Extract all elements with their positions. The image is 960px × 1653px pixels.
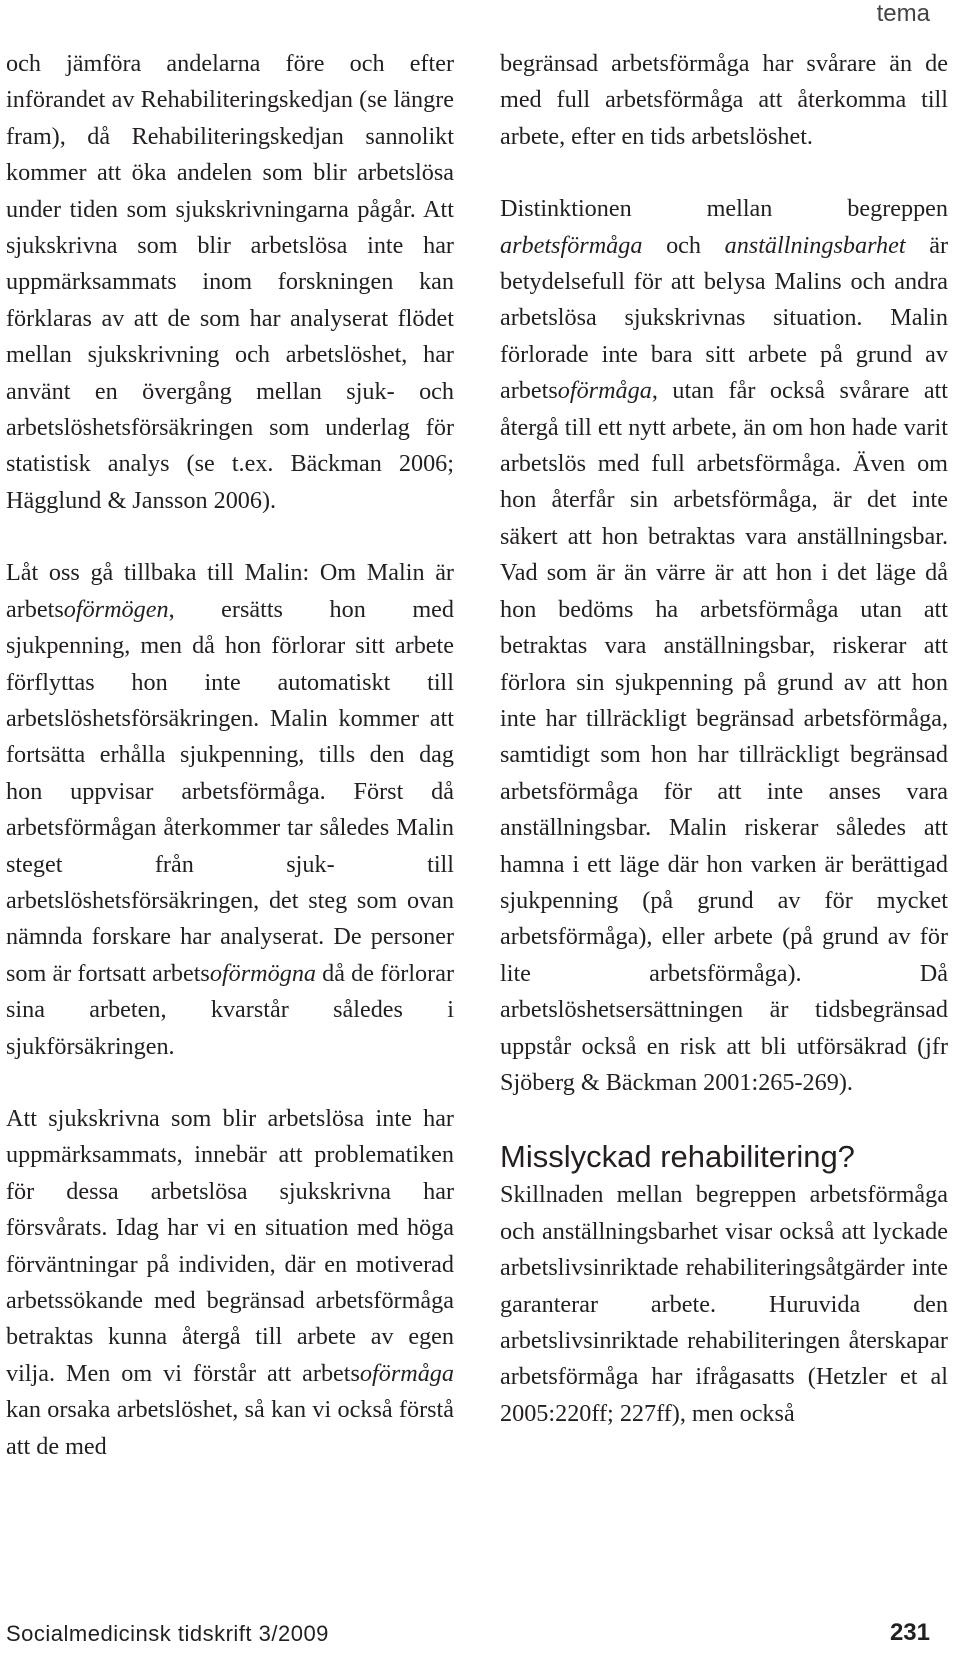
text-run: kan orsaka arbetslöshet, så kan vi också förstå att de med [6, 1396, 454, 1460]
emphasis: anställningsbarhet [724, 231, 906, 259]
journal-name: Socialmedicinsk tidskrift 3/2009 [6, 1621, 329, 1646]
text-run: Låt oss gå tillbaka till Malin: Om Malin är arbets [6, 559, 454, 623]
paragraph [500, 191, 948, 1101]
section-heading: Misslyckad rehabilitering? [500, 1139, 855, 1175]
text-run: , ersätts hon med sjukpenning, men då hon förlorar sitt arbete förflyttas hon inte automatiskt till arbetslöshetsförsäkringen. Malin kommer att fortsätta erhålla sjukpenning, tills den dag hon uppvisar arbetsförmåga. Först då arbetsförmågan återkommer tar således Malin steget från sjuk- till arbetslöshetsförsäkringen, det steg som ovan nämnda forskare har analyserat. De personer som är fortsatt arbets [6, 595, 454, 987]
emphasis: oförmåga [557, 377, 652, 405]
emphasis: arbetsförmåga [500, 231, 643, 259]
text-run: Distinktionen mellan begreppen [500, 195, 948, 223]
paragraph [6, 1101, 454, 1465]
section-tag: tema [876, 0, 930, 27]
page-number: 231 [889, 1619, 930, 1646]
text-run: är betydelsefull för att belysa Malins och andra arbetslösa sjukskrivnas situation. Malin förlorade inte bara sitt arbete på grund av arbets [500, 231, 948, 405]
paragraph [6, 555, 454, 1065]
text-run: , utan får också svårare att återgå till ett nytt arbete, än om hon hade varit arbetslös med full arbetsförmåga. Även om hon återfår sin arbetsförmåga, är det inte säkert att hon betraktas vara anställningsbar. Vad som är än värre är att hon i det läge då hon bedöms ha arbetsförmåga utan att betraktas vara anställningsbar, riskerar att förlora sin sjukpenning på grund av att hon inte har tillräckligt begränsad arbetsförmåga, samtidigt som hon har tillräckligt begränsad arbetsförmåga för att inte anses vara anställningsbar. Malin riskerar således att hamna i ett läge där hon varken är berättigad sjukpenning (på grund av för mycket arbetsförmåga), eller arbete (på grund av för lite arbetsförmåga). Då arbetslöshetsersättningen är tidsbegränsad uppstår också en risk att bli utförsäkrad (jfr Sjöberg & Bäckman 2001:265-269). [500, 377, 948, 1096]
page-footer [6, 1613, 930, 1653]
right-column [500, 46, 948, 1468]
paragraph: Skillnaden mellan begreppen arbetsförmåga och anställningsbarhet visar också att lyckade arbetslivsinriktade rehabiliteringsåtgärder inte garanterar arbete. Huruvida den arbetslivsinriktade rehabiliteringen återskapar arbetsförmåga har ifrågasatts (Hetzler et al 2005:220ff; 227ff), men också [500, 1181, 948, 1427]
left-column [6, 46, 454, 1501]
emphasis: oförmåga [359, 1359, 454, 1387]
text-run: då de förlorar sina arbeten, kvarstår således i sjukförsäkringen. [6, 959, 454, 1060]
text-run: och [642, 231, 725, 259]
paragraph: och jämföra andelarna före och efter införandet av Rehabiliteringskedjan (se längre fram), då Rehabiliteringskedjan sannolikt kommer att öka andelen som blir arbetslösa under tiden som sjukskrivningarna pågår. Att sjukskrivna som blir arbetslösa inte har uppmärksammats inom forskningen kan förklaras av att de som har analyserat flödet mellan sjukskrivning och arbetslöshet, har använt en övergång mellan sjuk- och arbetslöshetsförsäkringen som underlag för statistisk analys (se t.ex. Bäckman 2006; Hägglund & Jansson 2006). [6, 50, 454, 514]
text-run: Att sjukskrivna som blir arbetslösa inte har uppmärksammats, innebär att problematiken för dessa arbetslösa sjukskrivna har försvårats. Idag har vi en situation med höga förväntningar på individen, där en motiverad arbetssökande med begränsad arbetsförmåga betraktas kunna återgå till arbete av egen vilja. Men om vi förstår att arbets [6, 1104, 454, 1387]
emphasis: oförmögen [63, 595, 169, 623]
emphasis: oförmögna [209, 959, 317, 987]
paragraph: begränsad arbetsförmåga har svårare än de med full arbetsförmåga att återkomma till arbete, efter en tids arbetslöshet. [500, 50, 948, 150]
